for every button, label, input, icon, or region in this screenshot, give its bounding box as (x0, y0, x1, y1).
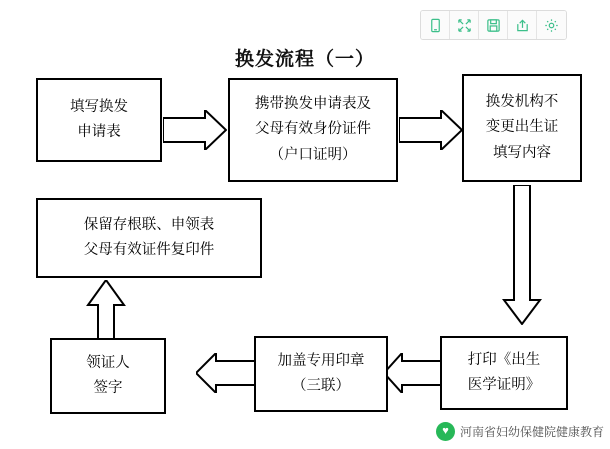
arrow-n4-to-n5 (384, 353, 442, 393)
save-icon[interactable] (479, 11, 508, 39)
fullscreen-icon[interactable] (450, 11, 479, 39)
node-line: 医学证明》 (467, 377, 541, 393)
node-bring-documents (228, 78, 398, 182)
node-line: 填写内容 (493, 144, 551, 161)
node-no-content-change (462, 74, 582, 182)
node-line: 父母有效身份证件 (255, 121, 371, 138)
settings-icon[interactable] (537, 11, 566, 39)
arrow-n1-to-n2 (163, 110, 227, 150)
arrow-n2-to-n3 (399, 110, 463, 150)
node-line: 换发机构不 (485, 93, 559, 110)
node-line: 填写换发 (70, 98, 128, 115)
arrow-n5-to-n6 (196, 353, 256, 393)
watermark-text: 河南省妇幼保健院健康教育 (459, 425, 604, 439)
node-print-certificate (440, 336, 568, 410)
mobile-preview-icon[interactable] (421, 11, 450, 39)
node-keep-copies (36, 198, 262, 278)
node-fill-application-form (36, 78, 162, 162)
watermark (436, 422, 604, 441)
node-line: （三联） (292, 378, 350, 394)
node-line: 携带换发申请表及 (255, 95, 371, 112)
node-line: （户口证明） (269, 146, 357, 163)
toolbar (420, 10, 567, 40)
node-recipient-signature (50, 338, 166, 414)
node-line: 申请表 (77, 124, 121, 140)
arrow-n6-to-n7 (84, 280, 128, 342)
node-line: 父母有效证件复印件 (83, 242, 215, 258)
node-line: 签字 (93, 380, 123, 396)
node-line: 变更出生证 (485, 119, 559, 136)
arrow-n3-to-n4 (500, 185, 544, 325)
node-line: 加盖专用印章 (277, 352, 365, 369)
node-affix-seal (254, 336, 388, 412)
share-icon[interactable] (508, 11, 537, 39)
node-line: 打印《出生 (467, 351, 541, 368)
heart-logo-icon: ♥ (436, 422, 455, 441)
node-line: 保留存根联、申领表 (83, 216, 215, 233)
node-line: 领证人 (86, 354, 130, 371)
page-title: 换发流程（一） (234, 49, 375, 70)
